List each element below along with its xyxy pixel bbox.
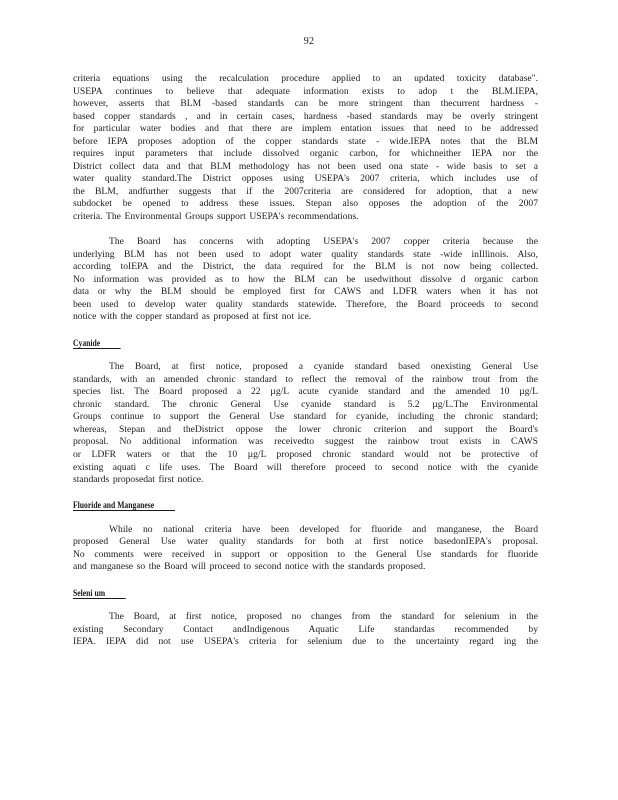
page-number: 92 (303, 36, 315, 47)
text-line: been used to develop water quality standards statewide. Therefore, the Board proceeds to second (73, 298, 538, 310)
paragraph-spacer (73, 574, 538, 587)
section-heading-fluoride-manganese (73, 499, 468, 511)
text-line: for particular water bodies and that there are implem entation issues that need to be addressed (73, 123, 538, 135)
text-line: existing aquati c life uses. The Board will therefore proceed to second notice with the cyanide (73, 461, 538, 473)
paragraph-board-copper-concerns (73, 236, 538, 324)
text-line: District collect data and that BLM methodology has not been used ona state - wide basis to set a (73, 160, 538, 172)
paragraph-spacer (73, 599, 538, 612)
text-line: or LDFR waters or that the 10 µg/L proposed chronic standard would not be protective of (73, 449, 538, 460)
text-line: subdocket be opened to address these issues. Stepan also opposes the adoption of the 2007 (73, 198, 538, 210)
text-line: proposed General Use water quality standards for both at first notice basedonIEPA's proposal. (73, 536, 538, 548)
paragraph-spacer (73, 511, 538, 524)
text-line: USEPA continues to believe that adequate information exists to adop t the BLM.IEPA, (73, 85, 538, 97)
text-line: proposal. No additional information was receivedto suggest the rainbow trout exists in CAWS (73, 436, 538, 448)
text-line: standards, with an amended chronic standard to reflect the removal of the rainbow trout from the (73, 373, 538, 385)
section-heading-selenium (73, 587, 468, 599)
document-body (73, 73, 538, 649)
text-line: before IEPA proposes adoption of the copper standards state - wide.IEPA notes that the BLM (73, 135, 538, 147)
text-line: notice with the copper standard as proposed at first not ice. (73, 311, 312, 323)
text-line: criteria. The Environmental Groups support USEPA's recommendations. (73, 211, 359, 223)
text-line: underlying BLM has not been used to adopt water quality standards state -wide inIllinois. Also, (73, 248, 538, 260)
text-line: standards proposedat first notice. (73, 474, 204, 486)
paragraph-spacer (73, 324, 538, 337)
text-line: whereas, Stepan and theDistrict oppose the lower chronic criterion and support the Board's (73, 423, 538, 435)
paragraph-selenium (73, 611, 538, 649)
text-line: The Board, at first notice, proposed a cyanide standard based onexisting General Use (109, 361, 538, 373)
text-line: based copper standards , and in certain cases, hardness -based standards may be overly stringent (73, 110, 538, 122)
paragraph-blm-copper (73, 73, 538, 224)
text-line: No information was provided as to how the BLM can be usedwithout dissolve d organic carbon (73, 273, 538, 285)
heading-text: Fluoride and Manganese (73, 500, 175, 511)
text-line: While no national criteria have been developed for fluoride and manganese, the Board (109, 523, 538, 535)
text-line: data or why the BLM should be employed first for CAWS and LDFR waters when it has not (73, 286, 538, 298)
text-line: and manganese so the Board will proceed to second notice with the standards proposed. (73, 561, 426, 573)
text-line: chronic standard. The chronic General Use cyanide standard is 5.2 µg/L.The Environmental (73, 398, 538, 410)
text-line: requires input parameters that include dissolved organic carbon, for whichneither IEPA nor the (73, 148, 538, 160)
text-line: however, asserts that BLM -based standards can be more stringent than thecurrent hardness - (73, 98, 538, 110)
heading-text: Seleni um (73, 588, 126, 599)
text-line: Groups continue to support the General Use standard for cyanide, including the chronic standard; (73, 411, 538, 423)
section-heading-cyanide (73, 337, 468, 349)
text-line: according toIEPA and the District, the data required for the BLM is not now being collected. (73, 261, 538, 273)
paragraph-spacer (73, 349, 538, 362)
paragraph-spacer (73, 224, 538, 237)
text-line: No comments were received in support or opposition to the General Use standards for fluoride (73, 548, 538, 560)
paragraph-spacer (73, 487, 538, 500)
text-line: species list. The Board proposed a 22 µg/L acute cyanide standard and the amended 10 µg/L (73, 386, 538, 398)
text-line: water quality standard.The District opposes using USEPA's 2007 criteria, which includes use of (73, 173, 538, 185)
text-line: criteria equations using the recalculation procedure applied to an updated toxicity database". (73, 73, 538, 84)
paragraph-fluoride-manganese (73, 524, 538, 574)
text-line: IEPA. IEPA did not use USEPA's criteria for selenium due to the uncertainty regard ing the (73, 636, 538, 648)
paragraph-cyanide (73, 361, 538, 486)
text-line: The Board has concerns with adopting USEPA's 2007 copper criteria because the (109, 236, 538, 248)
text-line: the BLM, andfurther suggests that if the 2007criteria are considered for adoption, that a new (73, 185, 538, 197)
heading-text: Cyanide (73, 338, 121, 349)
text-line: existing Secondary Contact andIndigenous Aquatic Life standardas recommended by (73, 623, 538, 635)
text-line: The Board, at first notice, proposed no changes from the standard for selenium in the (109, 611, 538, 623)
